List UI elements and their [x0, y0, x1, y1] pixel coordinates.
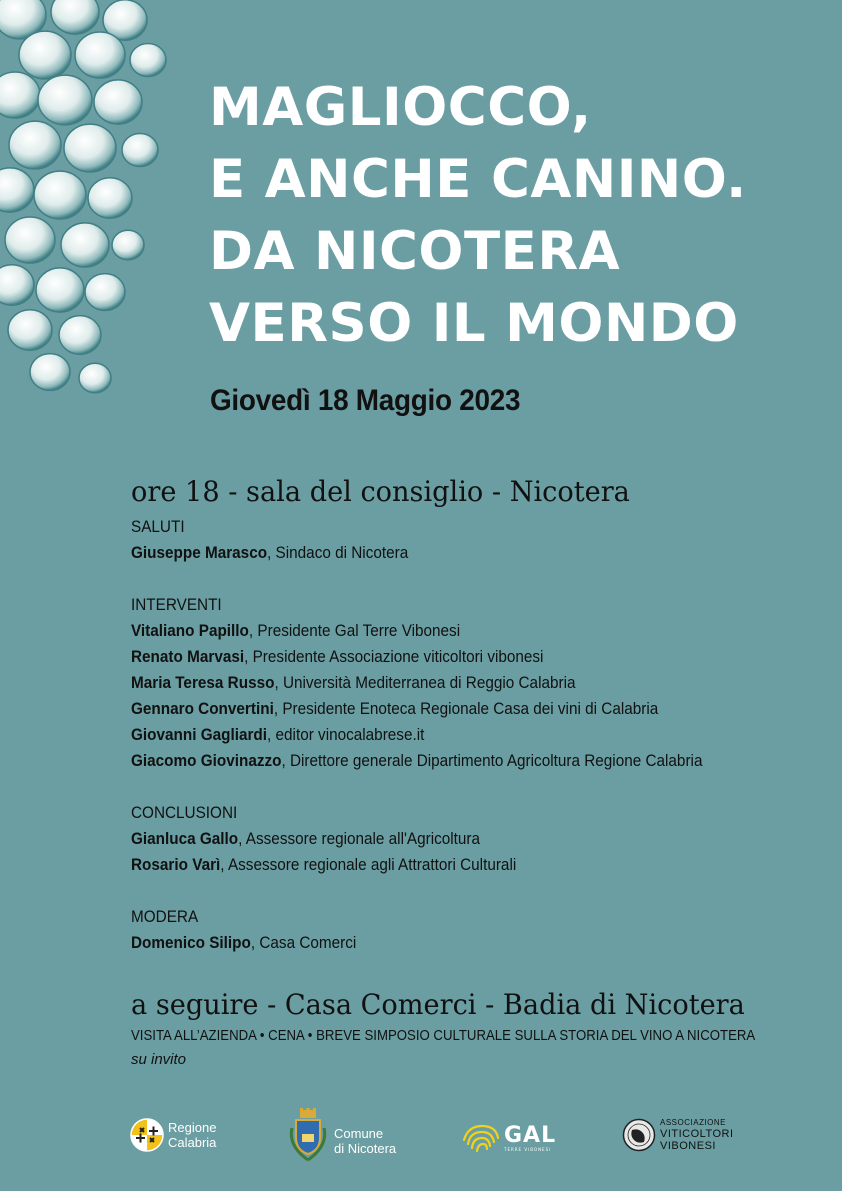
grape-berry — [8, 310, 52, 350]
session1-heading: ore 18 - sala del consiglio - Nicotera — [131, 475, 630, 508]
program-saluti — [131, 514, 831, 566]
group-label: INTERVENTI — [131, 595, 222, 614]
speaker-name: Renato Marvasi — [131, 647, 245, 666]
logo-comune-nicotera — [288, 1108, 396, 1164]
invite-note: su invito — [131, 1051, 187, 1068]
grape-berry — [5, 217, 55, 263]
grape-berry — [9, 121, 61, 169]
title-line: E ANCHE CANINO. — [209, 149, 747, 210]
speaker-name: Rosario Varì — [131, 855, 221, 874]
grape-berry — [64, 124, 116, 172]
logo-text: VITICOLTORI — [660, 1128, 734, 1140]
program-modera — [131, 904, 831, 956]
grape-berry — [19, 31, 71, 79]
grape-berry — [122, 133, 158, 166]
group-label: MODERA — [131, 907, 199, 926]
speaker-row — [131, 618, 761, 644]
grape-berry — [0, 168, 34, 212]
speaker-name: Giacomo Giovinazzo — [131, 751, 282, 770]
comune-crest-icon — [288, 1108, 328, 1164]
speaker-role: , Presidente Associazione viticoltori vibonesi — [244, 647, 544, 666]
logo-text: di Nicotera — [334, 1141, 397, 1156]
logo-text: Calabria — [168, 1135, 217, 1150]
grape-berry — [59, 316, 101, 355]
speaker-row — [131, 748, 761, 774]
speaker-role: , Assessore regionale agli Attrattori Culturali — [220, 855, 517, 874]
grape-berry — [79, 363, 111, 392]
speaker-name: Gianluca Gallo — [131, 829, 239, 848]
session2-heading: a seguire - Casa Comerci - Badia di Nicotera — [131, 988, 745, 1021]
speaker-role: , Presidente Enoteca Regionale Casa dei vini di Calabria — [273, 699, 659, 718]
grape-berry — [75, 32, 125, 78]
logo-text: ASSOCIAZIONE — [660, 1118, 727, 1127]
grape-berry — [112, 230, 144, 259]
grape-cluster-illustration — [0, 0, 170, 410]
speaker-role: , Università Mediterranea di Reggio Calabria — [274, 673, 576, 692]
grape-berry — [38, 75, 92, 125]
speaker-name: Gennaro Convertini — [131, 699, 274, 718]
session2-activities: VISITA ALL’AZIENDA • CENA • BREVE SIMPOSIO CULTURALE SULLA STORIA DEL VINO A NICOTERA — [131, 1027, 756, 1044]
logo-text: Regione — [168, 1120, 217, 1135]
program-conclusioni — [131, 800, 831, 878]
logo-text: Comune — [334, 1126, 384, 1141]
speaker-row — [131, 930, 761, 956]
speaker-row — [131, 722, 761, 748]
speaker-row — [131, 696, 761, 722]
speaker-role: , Casa Comerci — [250, 933, 357, 952]
regione-calabria-emblem-icon — [130, 1118, 164, 1152]
grape-berry — [94, 80, 142, 124]
logo-regione-calabria — [130, 1118, 216, 1152]
assoc-emblem-icon — [622, 1118, 656, 1152]
title-line: DA NICOTERA — [209, 221, 621, 282]
speaker-row — [131, 670, 761, 696]
fingerprint-icon — [462, 1122, 500, 1154]
speaker-name: Giuseppe Marasco — [131, 543, 268, 562]
logo-gal-terre-vibonesi — [462, 1122, 556, 1154]
title-line: MAGLIOCCO, — [209, 77, 592, 138]
grape-berry — [61, 223, 109, 267]
title-line: VERSO IL MONDO — [209, 293, 739, 354]
logo-associazione-viticoltori — [622, 1118, 734, 1152]
group-label: CONCLUSIONI — [131, 803, 238, 822]
speaker-role: , Assessore regionale all'Agricoltura — [238, 829, 481, 848]
speaker-row — [131, 540, 761, 566]
speaker-row — [131, 852, 761, 878]
event-date: Giovedì 18 Maggio 2023 — [210, 384, 521, 417]
event-title — [209, 72, 829, 360]
grape-berry — [36, 268, 84, 312]
grape-berry — [85, 274, 125, 311]
grape-berry — [0, 265, 34, 305]
speaker-row — [131, 826, 761, 852]
grape-berry — [130, 43, 166, 76]
speaker-role: , Direttore generale Dipartimento Agricoltura Regione Calabria — [281, 751, 703, 770]
gal-subtitle: TERRE VIBONESI — [504, 1146, 552, 1152]
speaker-row — [131, 644, 761, 670]
gal-name: GAL — [504, 1122, 557, 1148]
grape-berry — [88, 178, 132, 218]
speaker-role: , Presidente Gal Terre Vibonesi — [248, 621, 461, 640]
grape-berry — [34, 171, 86, 219]
grape-berry — [30, 354, 70, 391]
grape-berry — [0, 72, 40, 118]
speaker-role: , Sindaco di Nicotera — [267, 543, 409, 562]
grape-berry — [51, 0, 99, 34]
logo-text: VIBONESI — [660, 1140, 716, 1152]
group-label: SALUTI — [131, 517, 185, 536]
speaker-name: Maria Teresa Russo — [131, 673, 275, 692]
speaker-name: Domenico Silipo — [131, 933, 251, 952]
program-interventi — [131, 592, 831, 774]
speaker-name: Giovanni Gagliardi — [131, 725, 268, 744]
speaker-name: Vitaliano Papillo — [131, 621, 249, 640]
speaker-role: , editor vinocalabrese.it — [267, 725, 425, 744]
